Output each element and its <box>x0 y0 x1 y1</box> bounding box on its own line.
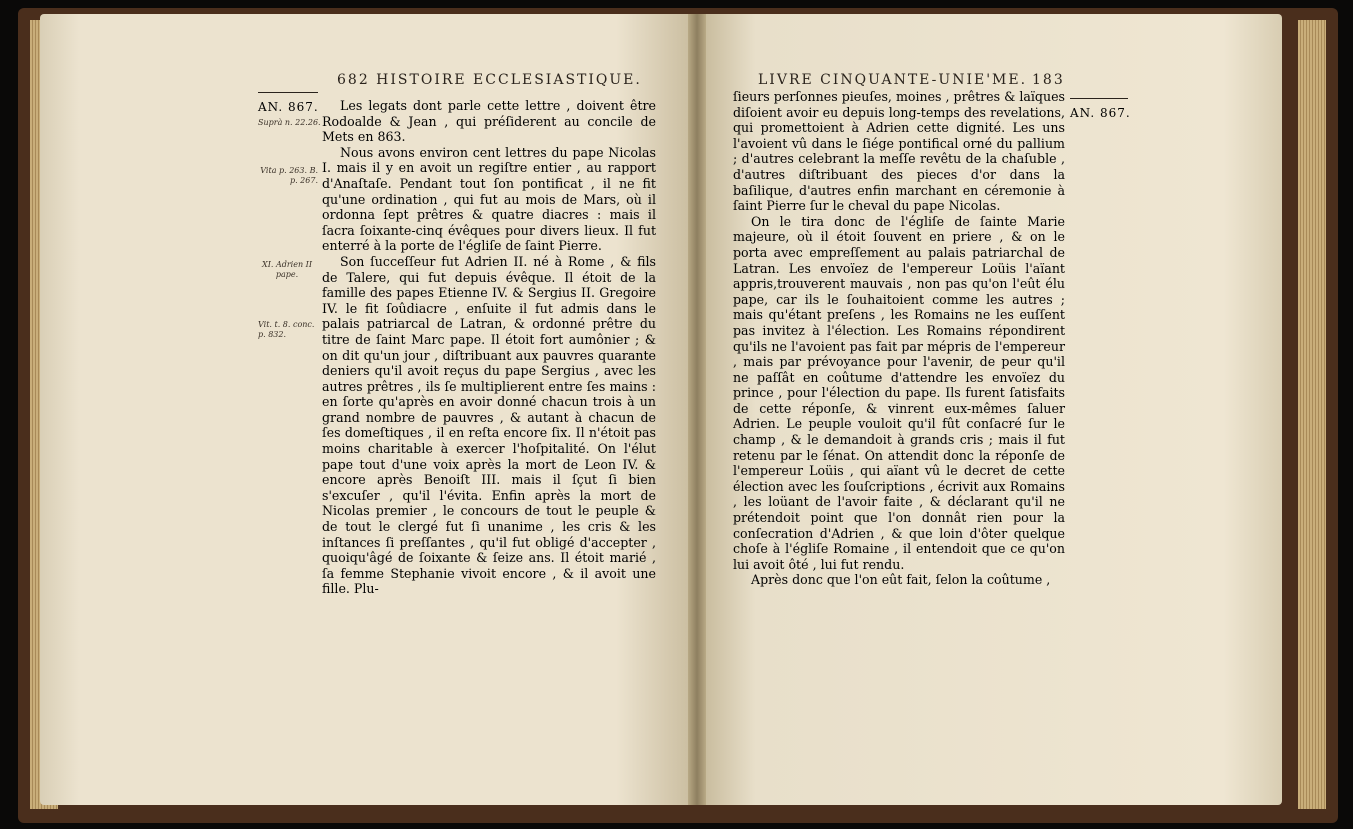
right-margin-rule <box>1070 98 1128 99</box>
right-paragraph-1: ſieurs perſonnes pieuſes, moines , prêtres & laïques diſoient avoir eu depuis long-temps des revelations, qui promettoient à Adrien cette dignité. Les uns l'avoient vû dans le ſiége pontifical orné du pallium ; d'autres celebrant la meſſe revêtu de la chaſuble , d'autres diſtribuant des pieces d'or dans la baſilique, d'autres enfin marchant en céremonie à ſaint Pierre ſur le cheval du pape Nicolas. <box>733 89 1065 214</box>
left-year-label: AN. 867. <box>258 100 319 114</box>
left-margin-note-1: Suprà n. 22.26. <box>258 118 321 127</box>
right-page-text <box>733 89 1065 588</box>
right-paragraph-3: Après donc que l'on eût fait, ſelon la coûtume , <box>751 572 1051 588</box>
left-paragraph-1: Les legats dont parle cette lettre , doivent être Rodoalde & Jean , qui préſiderent au concile de Mets en 863. <box>322 98 656 145</box>
right-paragraph-2: On le tira donc de l'égliſe de ſainte Marie majeure, où il étoit ſouvent en priere , & on le porta avec empreſſement au palais patriarchal de Latran. Les envoïez de l'empereur Loüis l'aïant appris,trouverent mauvais , non pas qu'on l'eût élu pape, car ils le ſouhaitoient comme les autres ; mais qu'étant preſens , les Romains ne les euſſent pas invitez à l'élection. Les Romains répondirent qu'ils ne l'avoient pas fait par mépris de l'empereur , mais par prévoyance pour l'avenir, de peur qu'il ne paſſât en coûtume d'attendre les envoïez du prince , pour l'élection du pape. Ils furent ſatisfaits de cette réponſe, & vinrent eux-mêmes ſaluer Adrien. Le peuple vouloit qu'il fût conſacré ſur le champ , & le demandoit à grands cris ; mais il fut retenu par le ſénat. On attendit donc la réponſe de l'empereur Loüis , qui aïant vû le decret de cette élection avec les ſouſcriptions , écrivit aux Romains , les loüant de l'avoir faite , & déclarant qu'il ne prétendoit point que l'on donnât rien pour la conſecration d'Adrien , & que loin d'ôter quelque choſe à l'égliſe Romaine , il entendoit que ce qu'on lui avoit ôté , lui fut rendu. <box>733 213 1065 572</box>
right-page-edges <box>1298 20 1326 809</box>
left-page-text <box>322 98 656 597</box>
right-year-label: AN. 867. <box>1070 106 1131 120</box>
left-paragraph-2: Nous avons environ cent lettres du pape Nicolas I. mais il y en avoit un regiſtre entier , au rapport d'Anaſtaſe. Pendant tout ſon pontificat , il ne fit qu'une ordination , qui fut au mois de Mars, où il ordonna ſept prêtres & quatre diacres : mais il ſacra ſoixante-cinq évêques pour divers lieux. Il fut enterré à la porte de l'égliſe de ſaint Pierre. <box>322 144 656 254</box>
right-running-header: LIVRE CINQUANTE-UNIE'ME. <box>758 72 1028 88</box>
book-gutter <box>688 14 706 805</box>
left-margin-note-3: XI. Adrien II pape. <box>262 260 312 279</box>
left-margin-rule <box>258 92 318 93</box>
left-margin-note-2: Vita p. 263. B. p. 267. <box>260 166 318 185</box>
left-running-header: 682 HISTOIRE ECCLESIASTIQUE. <box>337 72 642 88</box>
left-paragraph-3: Son ſucceſſeur fut Adrien II. né à Rome , & fils de Talere, qui fut depuis évêque. Il étoit de la famille des papes Etienne IV. & Sergius II. Gregoire IV. le fit ſoûdiacre , enſuite il fut admis dans le palais patriarcal de Latran, & ordonné prêtre du titre de ſaint Marc pape. Il étoit fort aumônier ; & on dit qu'un jour , diſtribuant aux pauvres quarante deniers qu'il avoit reçus du pape Sergius , avec les autres prêtres , ils ſe multiplierent entre ſes mains : en ſorte qu'après en avoir donné chacun trois à un grand nombre de pauvres , & autant à chacun de ſes domeſtiques , il en reſta encore ſix. Il n'étoit pas moins charitable à exercer l'hoſpitalité. On l'élut pape tout d'une voix après la mort de Leon IV. & encore après Benoiſt III. mais il ſçut ſi bien s'excuſer , qu'il l'évita. Enfin après la mort de Nicolas premier , le concours de tout le peuple & de tout le clergé fut ſi unanime , les cris & les inſtances ſi preſſantes , qu'il fut obligé d'accepter , quoiqu'âgé de ſoixante & ſeize ans. Il étoit marié , ſa femme Stephanie vivoit encore , & il avoit une fille. Plu- <box>322 253 656 597</box>
left-margin-note-4: Vit. t. 8. conc. p. 832. <box>258 320 315 339</box>
right-page-number: 183 <box>1032 72 1065 88</box>
